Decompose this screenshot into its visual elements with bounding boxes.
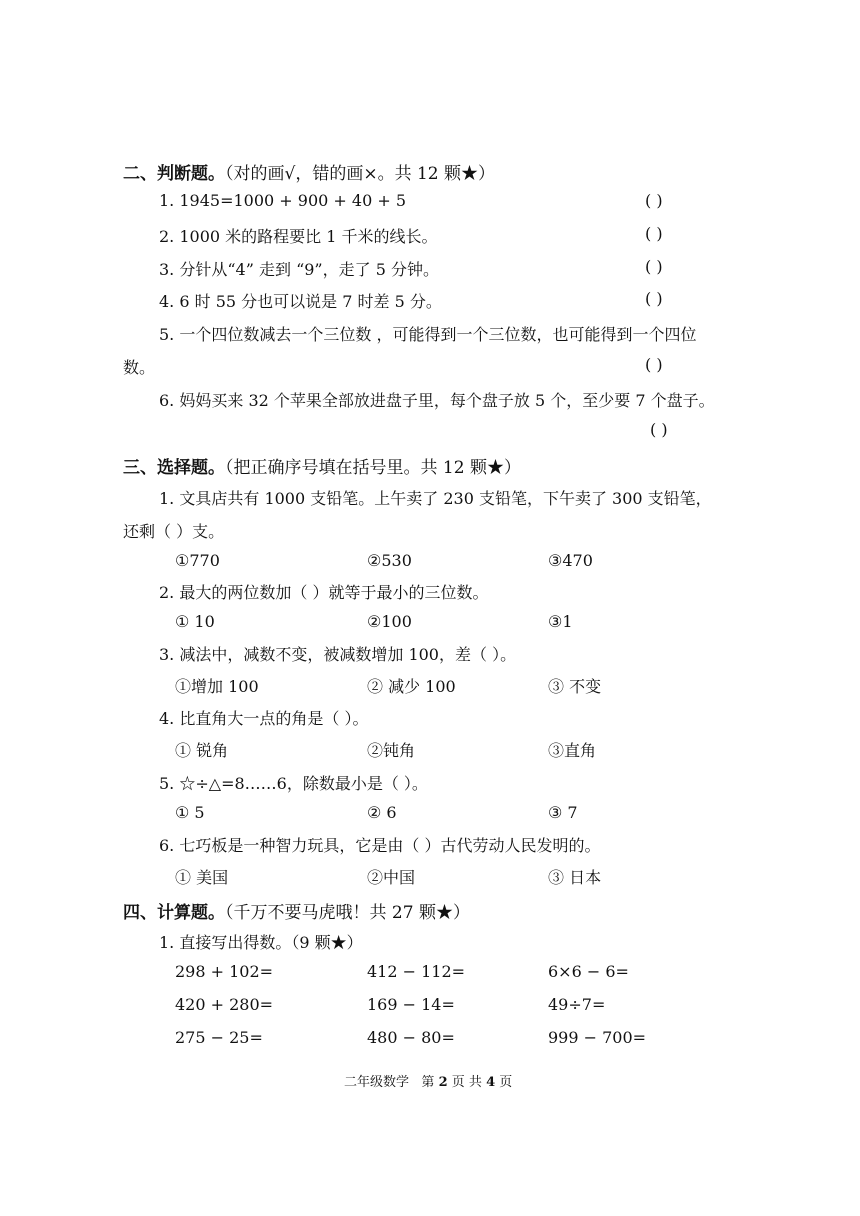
calc-subheading: 1. 直接写出得数。（9 颗★） xyxy=(159,933,363,952)
tf-question-4: 4. 6 时 55 分也可以说是 7 时差 5 分。 xyxy=(159,292,442,311)
mc-4-option-a[interactable]: ① 锐角 xyxy=(175,741,229,760)
footer-page-number: 2 xyxy=(438,1075,448,1090)
mc-2-option-c[interactable]: ③1 xyxy=(548,612,573,631)
answer-paren-2[interactable]: ( ) xyxy=(645,224,663,243)
calc-item: 999 − 700= xyxy=(548,1028,647,1047)
section-2-heading: 二、判断题。（对的画√，错的画×。共 12 颗★） xyxy=(123,164,496,184)
mc-6-option-c[interactable]: ③ 日本 xyxy=(548,868,602,887)
mc-6-option-b[interactable]: ②中国 xyxy=(367,868,416,887)
tf-question-1: 1. 1945=1000 + 900 + 40 + 5 xyxy=(159,191,407,210)
mc-2-option-b[interactable]: ②100 xyxy=(367,612,412,631)
calc-item: 420 + 280= xyxy=(175,995,274,1014)
mc-3-option-b[interactable]: ② 减少 100 xyxy=(367,677,456,696)
answer-paren-3[interactable]: ( ) xyxy=(645,257,663,276)
mc-question-4: 4. 比直角大一点的角是（ ）。 xyxy=(159,709,369,728)
footer-di: 第 xyxy=(421,1075,435,1090)
calc-item: 275 − 25= xyxy=(175,1028,263,1047)
calc-item: 298 + 102= xyxy=(175,962,274,981)
tf-question-6: 6. 妈妈买来 32 个苹果全部放进盘子里，每个盘子放 5 个，至少要 7 个盘子。 xyxy=(159,391,715,410)
answer-paren-6[interactable]: ( ) xyxy=(650,420,668,439)
mc-question-5: 5. ☆÷△=8……6，除数最小是（ ）。 xyxy=(159,774,428,793)
footer-gong: 共 xyxy=(468,1075,482,1090)
mc-4-option-c[interactable]: ③直角 xyxy=(548,741,597,760)
page-footer xyxy=(344,1071,512,1090)
section-4-note: （千万不要马虎哦！共 27 颗★） xyxy=(225,903,470,923)
mc-3-option-a[interactable]: ①增加 100 xyxy=(175,677,259,696)
footer-total-pages: 4 xyxy=(486,1075,496,1090)
section-4-heading: 四、计算题。（千万不要马虎哦！共 27 颗★） xyxy=(123,903,470,923)
answer-paren-5[interactable]: ( ) xyxy=(645,355,663,374)
footer-subject: 二年级数学 xyxy=(344,1075,410,1090)
answer-paren-4[interactable]: ( ) xyxy=(645,289,663,308)
tf-question-3: 3. 分针从“4” 走到 “9”，走了 5 分钟。 xyxy=(159,260,439,279)
calc-item: 6×6 − 6= xyxy=(548,962,629,981)
mc-3-option-c[interactable]: ③ 不变 xyxy=(548,677,602,696)
footer-ye: 页 xyxy=(451,1075,465,1090)
section-2-note: （对的画√，错的画×。共 12 颗★） xyxy=(225,164,496,184)
mc-2-option-a[interactable]: ① 10 xyxy=(175,612,215,631)
mc-question-6: 6. 七巧板是一种智力玩具，它是由（ ）古代劳动人民发明的。 xyxy=(159,836,601,855)
mc-question-3: 3. 减法中，减数不变，被减数增加 100，差（ ）。 xyxy=(159,645,517,664)
mc-question-1: 1. 文具店共有 1000 支铅笔。上午卖了 230 支铅笔，下午卖了 300 支铅笔， xyxy=(159,489,712,508)
tf-question-5-cont: 数。 xyxy=(123,358,156,377)
calc-item: 169 − 14= xyxy=(367,995,455,1014)
tf-question-5: 5. 一个四位数减去一个三位数 ，可能得到一个三位数，也可能得到一个四位 xyxy=(159,325,697,344)
calc-item: 480 − 80= xyxy=(367,1028,455,1047)
mc-6-option-a[interactable]: ① 美国 xyxy=(175,868,229,887)
mc-5-option-b[interactable]: ② 6 xyxy=(367,803,397,822)
mc-1-option-a[interactable]: ①770 xyxy=(175,551,220,570)
mc-question-2: 2. 最大的两位数加（ ）就等于最小的三位数。 xyxy=(159,583,489,602)
mc-4-option-b[interactable]: ②钝角 xyxy=(367,741,416,760)
mc-question-1-cont: 还剩（ ）支。 xyxy=(123,522,225,541)
answer-paren-1[interactable]: ( ) xyxy=(645,191,663,210)
section-3-heading: 三、选择题。（把正确序号填在括号里。共 12 颗★） xyxy=(123,458,521,478)
calc-item: 412 − 112= xyxy=(367,962,466,981)
mc-5-option-c[interactable]: ③ 7 xyxy=(548,803,578,822)
mc-1-option-c[interactable]: ③470 xyxy=(548,551,593,570)
tf-question-2: 2. 1000 米的路程要比 1 千米的线长。 xyxy=(159,227,438,246)
mc-1-option-b[interactable]: ②530 xyxy=(367,551,412,570)
calc-item: 49÷7= xyxy=(548,995,606,1014)
mc-5-option-a[interactable]: ① 5 xyxy=(175,803,205,822)
footer-ye-2: 页 xyxy=(499,1075,513,1090)
section-3-note: （把正确序号填在括号里。共 12 颗★） xyxy=(225,458,521,478)
